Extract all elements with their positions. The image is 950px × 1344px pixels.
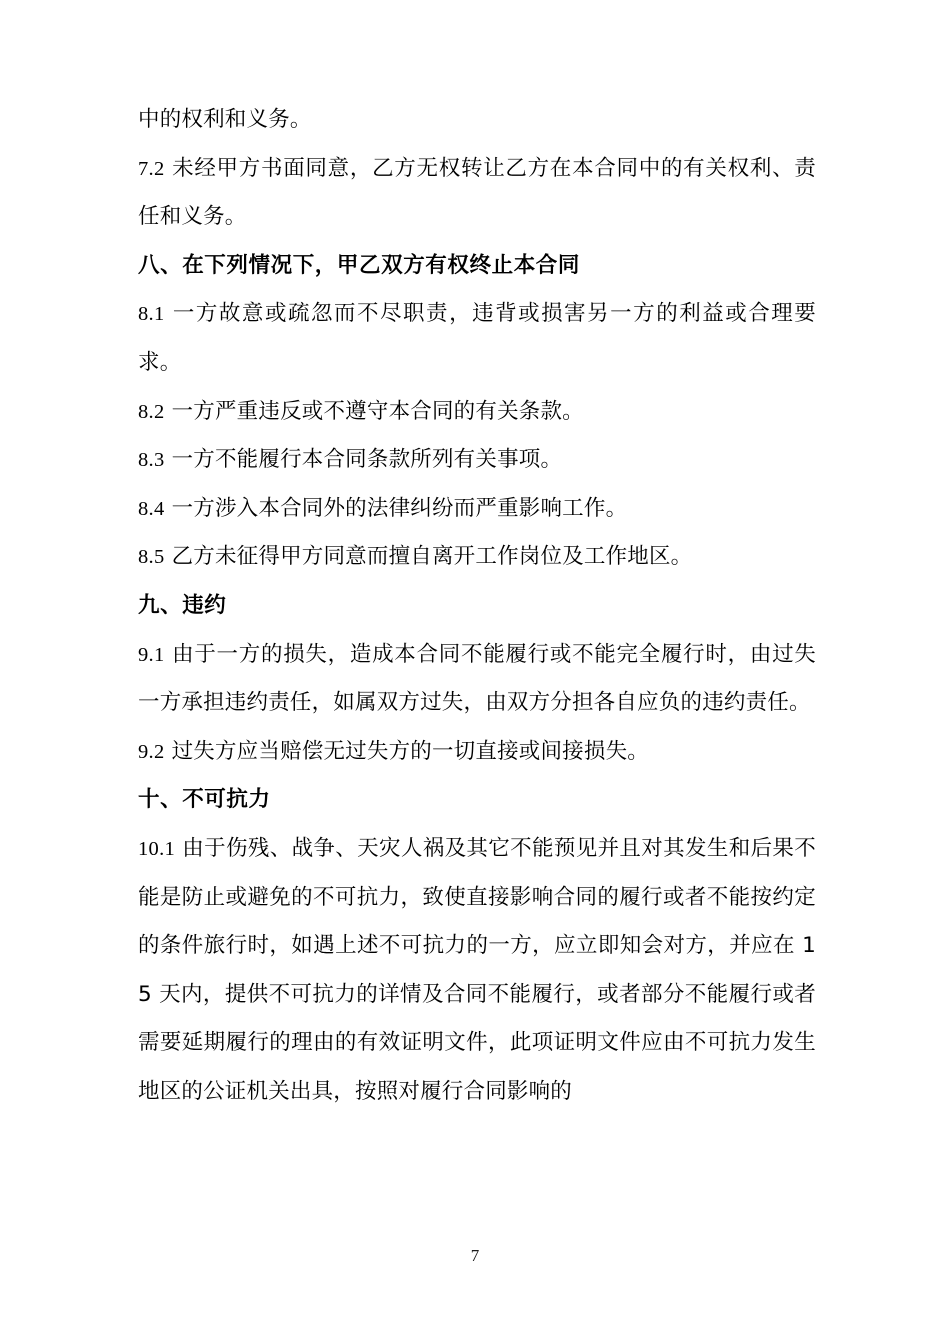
paragraph-text: 过失方应当赔偿无过失方的一切直接或间接损失。 [171, 738, 649, 764]
clause-number: 8.1 [138, 303, 165, 326]
paragraph-text: 由于一方的损失，造成本合同不能履行或不能完全履行时，由过失一方承担违约责任，如属双方过失，由双方分担各自应负的违约责任。 [138, 641, 816, 716]
document-text-block [138, 96, 816, 1116]
clause-number: 9.2 [138, 740, 165, 763]
clause-number: 9.1 [138, 643, 165, 666]
heading-text: 八、在下列情况下，甲乙双方有权终止本合同 [138, 252, 581, 278]
paragraph-text: 一方涉入本合同外的法律纠纷而严重影响工作。 [171, 495, 628, 521]
clause-spacer [165, 739, 172, 764]
paragraph-9-1 [138, 631, 816, 728]
clause-spacer [165, 399, 172, 424]
clause-number: 8.3 [138, 449, 165, 472]
paragraph-text: 一方严重违反或不遵守本合同的有关条款。 [171, 398, 584, 424]
paragraph-9-2 [138, 728, 816, 777]
page-number: 7 [470, 1246, 480, 1265]
heading-section-9 [138, 582, 816, 631]
paragraph-8-2 [138, 388, 816, 437]
clause-number: 8.4 [138, 497, 165, 520]
paragraph-text: 一方不能履行本合同条款所列有关事项。 [171, 447, 563, 473]
paragraph-8-3 [138, 436, 816, 485]
paragraph-8-1 [138, 290, 816, 387]
clause-spacer [165, 496, 172, 521]
clause-number: 7.2 [138, 157, 165, 180]
clause-spacer [165, 301, 173, 326]
clause-number: 8.5 [138, 546, 165, 569]
paragraph-text: 未经甲方书面同意，乙方无权转让乙方在本合同中的有关权利、责任和义务。 [138, 155, 816, 230]
clause-spacer [165, 447, 172, 472]
paragraph-text: 乙方未征得甲方同意而擅自离开工作岗位及工作地区。 [171, 544, 693, 570]
clause-spacer [165, 156, 173, 181]
clause-spacer [165, 544, 172, 569]
clause-number: 10.1 [138, 837, 176, 860]
paragraph-8-5 [138, 533, 816, 582]
heading-section-10 [138, 776, 816, 825]
paragraph-7-2-continued [138, 96, 816, 145]
clause-number: 8.2 [138, 400, 165, 423]
paragraph-10-1 [138, 825, 816, 1117]
paragraph-text: 中的权利和义务。 [138, 107, 312, 132]
heading-section-8 [138, 242, 816, 291]
paragraph-8-4 [138, 485, 816, 534]
clause-spacer [165, 642, 173, 667]
paragraph-7-2 [138, 145, 816, 242]
paragraph-text: 一方故意或疏忽而不尽职责，违背或损害另一方的利益或合理要求。 [138, 301, 816, 375]
heading-text: 十、不可抗力 [138, 787, 271, 813]
paragraph-text: 由于伤残、战争、天灾人祸及其它不能预见并且对其发生和后果不能是防止或避免的不可抗力，致使直接影响合同的履行或者不能按约定的条件旅行时，如遇上述不可抗力的一方，应立即知会对方，并应在 15 天内，提供不可抗力的详情及合同不能履行，或者部分不能履行或者需要延期履行的理由的有效证明文件，此项证明文件应由不可抗力发生地区的公证机关出具，按照对履行合同影响的 [138, 835, 816, 1104]
heading-text: 九、违约 [138, 592, 227, 618]
